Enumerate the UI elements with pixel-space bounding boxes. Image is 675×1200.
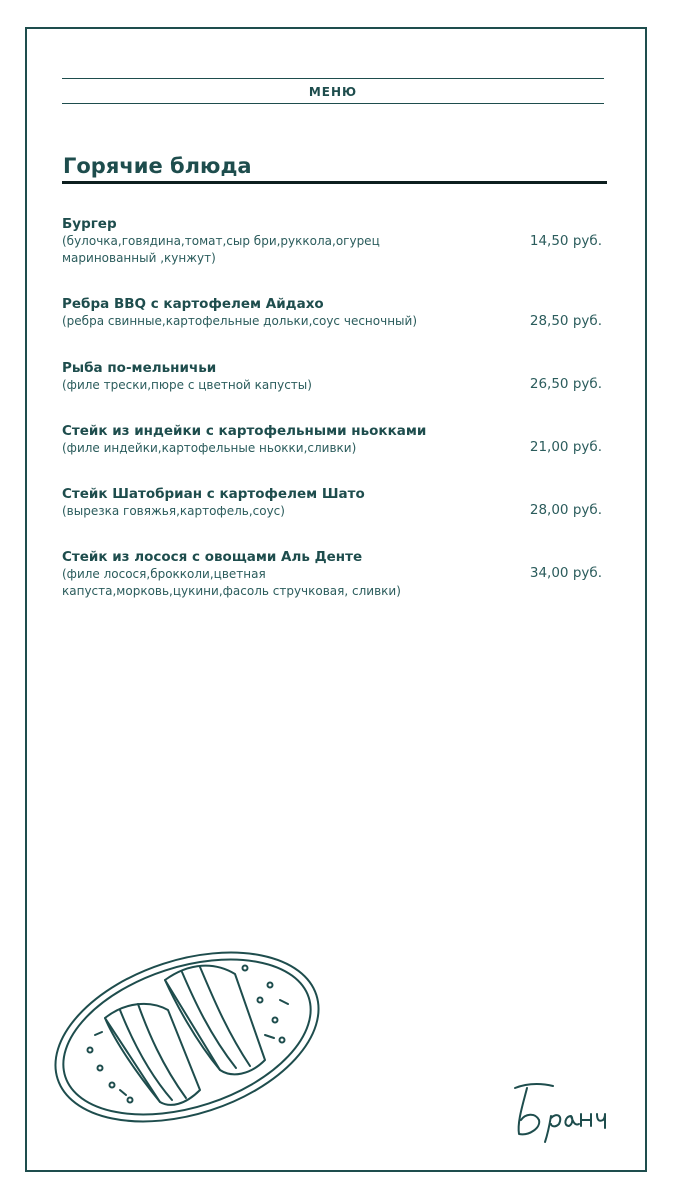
item-price: 34,00 руб. [529,565,602,581]
item-description: (филе лосося,брокколи,цветная капуста,морковь,цукини,фасоль стручковая, сливки) [62,567,401,598]
menu-item [62,216,607,267]
item-description: (филе трески,пюре с цветной капусты) [62,378,312,392]
item-price: 21,00 руб. [529,439,602,455]
item-description: (ребра свинные,картофельные дольки,соус чесночный) [62,314,417,328]
section-title: Горячие блюда [63,154,252,178]
item-price: 28,00 руб. [529,502,602,518]
dish-illustration [50,940,330,1130]
menu-item [62,549,607,600]
header-top-rule [62,78,604,79]
item-name: Стейк из индейки с картофельными ньокками [62,423,427,439]
item-name: Стейк из лосося с овощами Аль Денте [62,549,363,565]
item-description: (вырезка говяжья,картофель,соус) [62,504,285,518]
menu-item [62,296,607,330]
menu-item [62,486,607,520]
item-price: 26,50 руб. [529,376,602,392]
item-price: 14,50 руб. [529,233,602,249]
item-price: 28,50 руб. [529,313,602,329]
item-name: Бургер [62,216,117,232]
item-name: Ребра BBQ с картофелем Айдахо [62,296,324,312]
menu-label: МЕНЮ [308,85,358,99]
menu-item [62,360,607,394]
menu-item [62,423,607,457]
section-rule [62,181,607,184]
item-name: Стейк Шатобриан с картофелем Шато [62,486,365,502]
header-bottom-rule [62,103,604,104]
item-name: Рыба по-мельничьи [62,360,217,376]
item-description: (филе индейки,картофельные ньокки,сливки) [62,441,357,455]
brand-logo [505,1076,615,1146]
item-description: (булочка,говядина,томат,сыр бри,руккола,огурец маринованный ,кунжут) [62,234,380,265]
